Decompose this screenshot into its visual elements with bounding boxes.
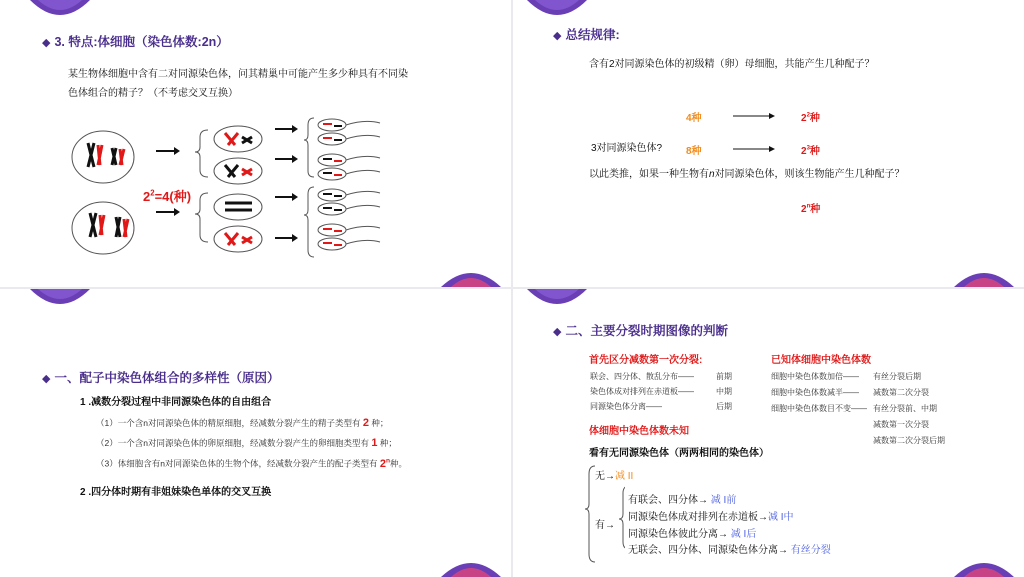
question-line-1: 某生物体细胞中含有二对同源染色体，问其精巢中可能产生多少种具有不同染 bbox=[68, 69, 408, 80]
question-text: 含有2对同源染色体的初级精（卵）母细胞，共能产生几种配子？ bbox=[589, 59, 875, 70]
row2-right-value: $2^3$种 bbox=[801, 145, 820, 157]
item-3: （3）体细胞含有n对同源染色体的生物个体，经减数分裂产生的配子类型有 2$^n$种。 bbox=[96, 457, 408, 470]
col1-row-label: 同源染色体分离—— bbox=[590, 402, 662, 411]
diamond-icon: ◆ bbox=[42, 37, 51, 49]
col1-row-stage: 后期 bbox=[716, 402, 732, 411]
unknown-heading: 体细胞中染色体数未知 bbox=[589, 426, 689, 437]
item-1: （1）一个含n对同源染色体的精原细胞，经减数分裂产生的精子类型有 2 种； bbox=[96, 417, 389, 429]
top-wave-decoration bbox=[30, 289, 90, 311]
col2-row-stage: 减数第二次分裂后期 bbox=[873, 436, 945, 445]
branch-metaphase: 同源染色体成对排列在赤道板→减 I中 bbox=[628, 512, 794, 523]
col2-row-label: 细胞中染色体数减半—— bbox=[771, 388, 859, 397]
col1-heading: 首先区分减数第一次分裂: bbox=[589, 355, 703, 366]
item-2: （2）一个含n对同源染色体的卵原细胞，经减数分裂产生的卵细胞类型有 1 种； bbox=[96, 437, 397, 449]
col1-row-stage: 前期 bbox=[716, 372, 732, 381]
slide-3 bbox=[0, 289, 511, 577]
col2-row-stage: 有丝分裂前、中期 bbox=[873, 404, 937, 413]
answer-value: 2$^n$种 bbox=[801, 203, 821, 215]
diamond-icon: ◆ bbox=[553, 30, 562, 42]
combination-formula: $2^2=4$(种) bbox=[143, 188, 192, 204]
slide-4 bbox=[513, 289, 1024, 577]
slide-title: ◆ 二、主要分裂时期图像的判断 bbox=[553, 324, 728, 338]
col2-heading: 已知体细胞中染色体数 bbox=[771, 355, 871, 366]
diamond-icon: ◆ bbox=[553, 326, 562, 338]
has-branch-label: 有→ bbox=[595, 520, 615, 531]
arrow-right-icon bbox=[733, 112, 775, 120]
slide-title: ◆ 总结规律: bbox=[553, 28, 620, 42]
col2-row-label: 细胞中染色体数目不变—— bbox=[771, 404, 867, 413]
col2-row-stage: 有丝分裂后期 bbox=[873, 372, 921, 381]
col1-row-label: 联会、四分体、散乱分布—— bbox=[590, 372, 694, 381]
point-2: 2 .四分体时期有非姐妹染色单体的交叉互换 bbox=[80, 487, 272, 498]
bottom-wave-decoration bbox=[441, 554, 501, 577]
col2-row-stage: 减数第二次分裂 bbox=[873, 388, 929, 397]
top-wave-decoration bbox=[527, 0, 587, 22]
question-line-2: 色体组合的精子？（不考虑交叉互换） bbox=[68, 88, 238, 99]
row2-label: 3对同源染色体? bbox=[591, 143, 663, 154]
slide-1 bbox=[0, 0, 511, 287]
col2-row-stage: 减数第一次分裂 bbox=[873, 420, 929, 429]
branch-anaphase: 同源染色体彼此分离→ 减 I后 bbox=[628, 529, 757, 540]
diamond-icon: ◆ bbox=[42, 373, 51, 385]
col2-row-label: 细胞中染色体数加倍—— bbox=[771, 372, 859, 381]
slide-title: ◆ 3. 特点:体细胞（染色体数:2n） bbox=[42, 35, 229, 49]
branch-mitosis: 无联会、四分体、同源染色体分离→ 有丝分裂 bbox=[628, 545, 831, 556]
bottom-wave-decoration bbox=[954, 264, 1014, 287]
col1-row-label: 染色体成对排列在赤道板—— bbox=[590, 387, 694, 396]
bottom-wave-decoration bbox=[954, 554, 1014, 577]
point-1: 1 .减数分裂过程中非同源染色体的自由组合 bbox=[80, 397, 272, 408]
branch-synapsis: 有联会、四分体→ 减 I前 bbox=[628, 495, 737, 506]
top-wave-decoration bbox=[527, 289, 587, 311]
none-branch: 无→减 II bbox=[595, 471, 634, 482]
chromosome-combination-diagram bbox=[70, 115, 390, 265]
slide-2 bbox=[513, 0, 1024, 287]
bottom-wave-decoration bbox=[441, 264, 501, 287]
inference-text: 以此类推，如果一种生物有n对同源染色体，则该生物能产生几种配子？ bbox=[589, 169, 905, 180]
row2-left-value: 8种 bbox=[686, 146, 702, 157]
row1-right-value: $2^2$种 bbox=[801, 112, 820, 124]
top-wave-decoration bbox=[30, 0, 90, 22]
check-heading: 看有无同源染色体（两两相同的染色体） bbox=[589, 448, 769, 459]
slide-title: ◆ 一、配子中染色体组合的多样性（原因） bbox=[42, 371, 280, 385]
col1-row-stage: 中期 bbox=[716, 387, 732, 396]
arrow-right-icon bbox=[733, 145, 775, 153]
row1-left-value: 4种 bbox=[686, 113, 702, 124]
